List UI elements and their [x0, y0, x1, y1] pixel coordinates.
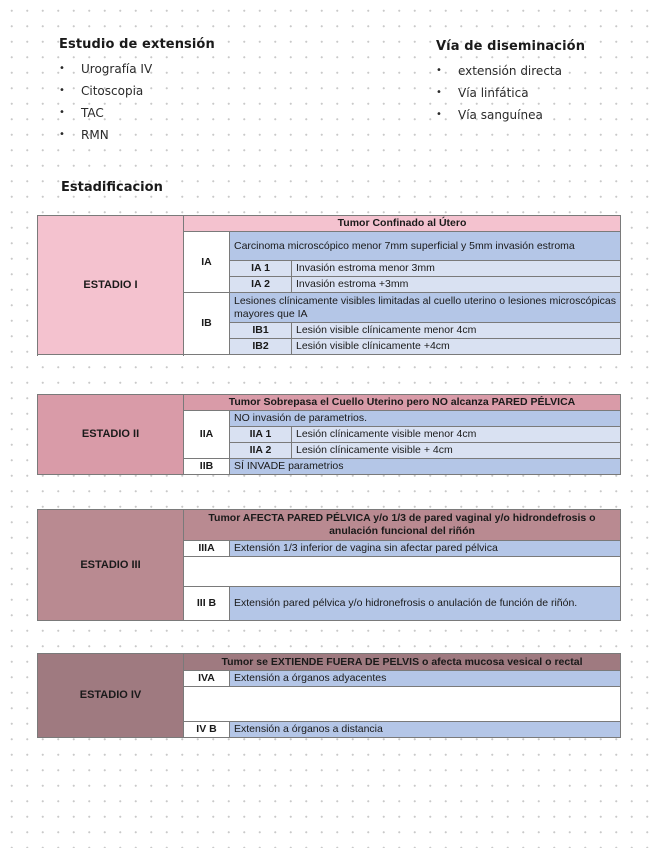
stage-ib2-desc: Lesión visible clínicamente +4cm — [292, 339, 621, 355]
staging-title: Estadificacion — [61, 180, 163, 195]
stage-ia1-desc: Invasión estroma menor 3mm — [292, 261, 621, 277]
stage-iiia-code: IIIA — [184, 541, 230, 557]
stage-ivb-desc: Extensión a órganos a distancia — [230, 722, 621, 738]
stage-4-label: ESTADIO IV — [38, 654, 184, 738]
extension-study-heading: Estudio de extensión — [59, 37, 215, 52]
stage-iia-desc: NO invasión de parametrios. — [230, 411, 621, 427]
stage-ib2-code: IB2 — [230, 339, 292, 355]
list-item: • RMN — [59, 124, 309, 146]
stage-3-label: ESTADIO III — [38, 510, 184, 621]
stage-ia2-desc: Invasión estroma +3mm — [292, 277, 621, 293]
extension-study-list — [59, 58, 309, 146]
spread-route-heading: Vía de diseminación — [436, 39, 586, 54]
stage-ib1-code: IB1 — [230, 323, 292, 339]
spread-route-list — [436, 60, 636, 126]
stage-ib-code: IB — [184, 293, 230, 355]
stage-2-header: Tumor Sobrepasa el Cuello Uterino pero NO alcanza PARED PÉLVICA — [184, 395, 621, 411]
stage-ia2-code: IA 2 — [230, 277, 292, 293]
stage-2-table — [37, 394, 621, 475]
stage-iia2-desc: Lesión clínicamente visible + 4cm — [292, 443, 621, 459]
extension-study-section — [59, 37, 309, 146]
stage-1-table — [37, 215, 621, 355]
stage-iva-code: IVA — [184, 671, 230, 687]
list-item: • TAC — [59, 102, 309, 124]
stage-ib1-desc: Lesión visible clínicamente menor 4cm — [292, 323, 621, 339]
stage-iib-desc: SÍ INVADE parametrios — [230, 459, 621, 475]
stage-ib-desc: Lesiones clínicamente visibles limitadas al cuello uterino o lesiones microscópicas mayores que IA — [230, 293, 621, 323]
stage-4-header: Tumor se EXTIENDE FUERA DE PELVIS o afecta mucosa vesical o rectal — [184, 654, 621, 671]
stage-iia2-code: IIA 2 — [230, 443, 292, 459]
list-item: • Vía sanguínea — [436, 104, 636, 126]
stage-iib-code: IIB — [184, 459, 230, 475]
list-item: • extensión directa — [436, 60, 636, 82]
stage-ia-desc: Carcinoma microscópico menor 7mm superficial y 5mm invasión estroma — [230, 232, 621, 261]
list-item: • Citoscopia — [59, 80, 309, 102]
stage-iia1-desc: Lesión clínicamente visible menor 4cm — [292, 427, 621, 443]
stage-4-table — [37, 653, 621, 738]
list-item: • Vía linfática — [436, 82, 636, 104]
stage-3-header: Tumor AFECTA PARED PÉLVICA y/o 1/3 de pared vaginal y/o hidrondefrosis o anulación funcional del riñón — [184, 510, 621, 541]
stage-ivb-code: IV B — [184, 722, 230, 738]
stage-iiia-desc: Extensión 1/3 inferior de vagina sin afectar pared pélvica — [230, 541, 621, 557]
stage-2-label: ESTADIO II — [38, 395, 184, 475]
stage-iiib-desc: Extensión pared pélvica y/o hidronefrosis o anulación de función de riñón. — [230, 587, 621, 621]
stage-ia1-code: IA 1 — [230, 261, 292, 277]
stage-ia-code: IA — [184, 232, 230, 293]
list-item: • Urografía IV — [59, 58, 309, 80]
stage-3-spacer — [184, 557, 621, 587]
stage-1-header: Tumor Confinado al Útero — [184, 216, 621, 232]
stage-1-label: ESTADIO I — [38, 216, 184, 355]
stage-iia-code: IIA — [184, 411, 230, 459]
stage-3-table — [37, 509, 621, 621]
stage-iva-desc: Extensión a órganos adyacentes — [230, 671, 621, 687]
spread-route-section — [436, 39, 636, 126]
stage-4-spacer — [184, 687, 621, 722]
stage-iiib-code: III B — [184, 587, 230, 621]
stage-iia1-code: IIA 1 — [230, 427, 292, 443]
